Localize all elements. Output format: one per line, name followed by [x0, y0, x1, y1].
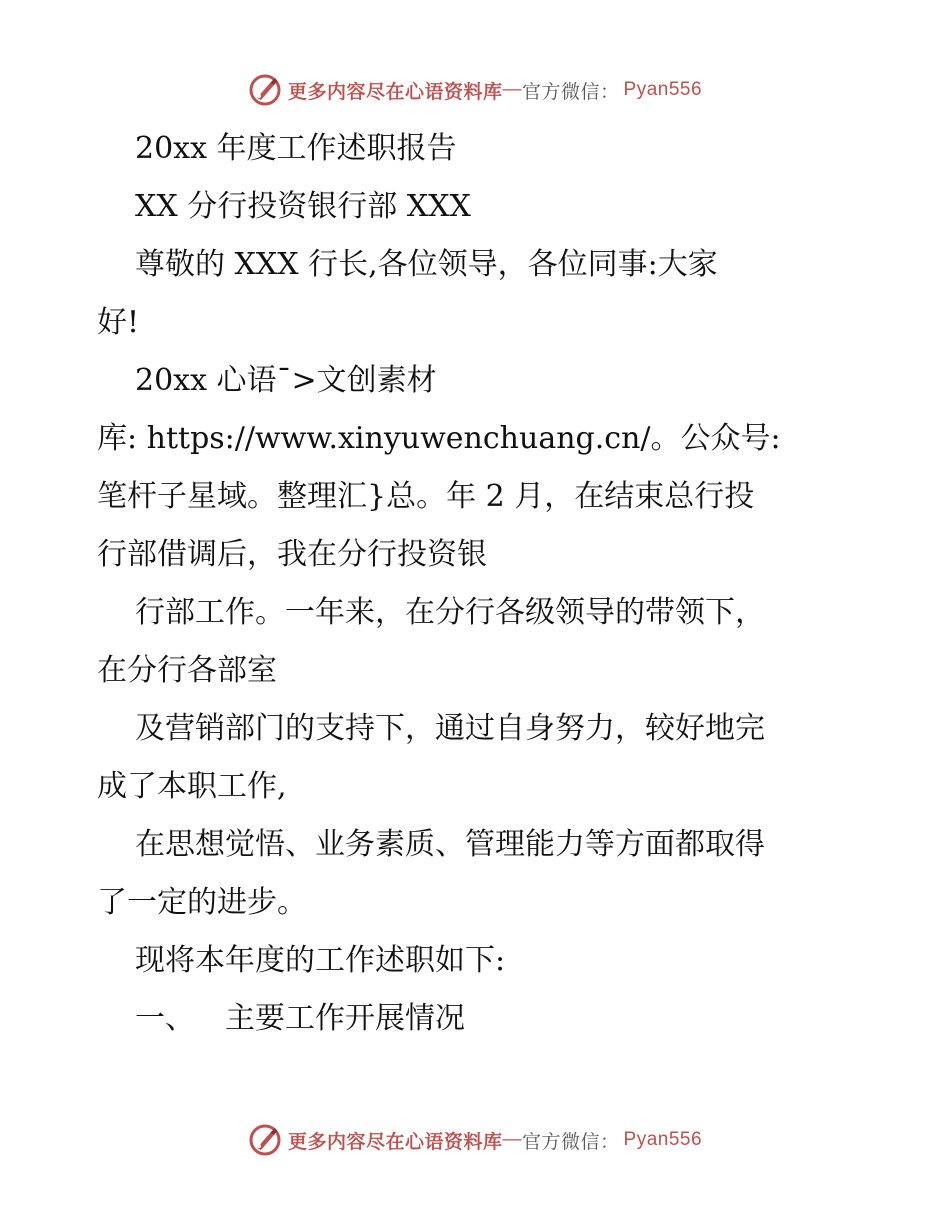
document-body [97, 120, 867, 1048]
section-number: 一、 [135, 1001, 195, 1036]
paragraph-2-line-2: 在分行各部室 [97, 653, 277, 688]
section-heading [97, 990, 867, 1048]
section-title: 主要工作开展情况 [225, 1001, 465, 1036]
banner-separator: ： [600, 1131, 620, 1153]
document-author: XX 分行投资银行部 XXX [135, 189, 471, 224]
pen-logo-icon [248, 73, 282, 107]
paragraph-3-line-2: 成了本职工作, [97, 769, 287, 804]
banner-main-text: 更多内容尽在心语资料库 [287, 1131, 503, 1153]
paragraph-4-line-2: 了一定的进步。 [97, 885, 307, 920]
banner-wechat-id: Pyan556 [623, 79, 703, 100]
paragraph-1-line-4: 行部借调后，我在分行投资银 [97, 537, 487, 572]
banner-dash: — [502, 1129, 522, 1150]
paragraph-1-line-1: 20xx 心语¯>文创素材 [135, 363, 437, 398]
greeting-line-1: 尊敬的 XXX 行长,各位领导，各位同事:大家 [135, 247, 718, 282]
greeting-line-2: 好! [97, 305, 140, 340]
paragraph-3-line-1: 及营销部门的支持下，通过自身努力，较好地完 [135, 711, 765, 746]
paragraph-2-line-1: 行部工作。一年来，在分行各级领导的带领下， [135, 595, 765, 630]
paragraph-4-line-1: 在思想觉悟、业务素质、管理能力等方面都取得 [135, 827, 765, 862]
banner-main-text: 更多内容尽在心语资料库 [287, 81, 503, 103]
banner-dash: — [502, 79, 522, 100]
paragraph-5-line-1: 现将本年度的工作述职如下: [135, 943, 506, 978]
header-banner [0, 70, 950, 110]
paragraph-1-line-3: 笔杆子星域。整理汇}总。年 2 月，在结束总行投 [97, 479, 755, 514]
banner-official-label: 官方微信 [521, 1130, 600, 1153]
banner-separator: ： [600, 81, 620, 103]
banner-official-label: 官方微信 [521, 80, 600, 103]
pen-logo-icon [248, 1123, 282, 1157]
banner-wechat-id: Pyan556 [623, 1129, 703, 1150]
document-title: 20xx 年度工作述职报告 [135, 131, 457, 166]
footer-banner [0, 1120, 950, 1160]
paragraph-1-line-2: 库: https://www.xinyuwenchuang.cn/。公众号: [97, 421, 781, 456]
